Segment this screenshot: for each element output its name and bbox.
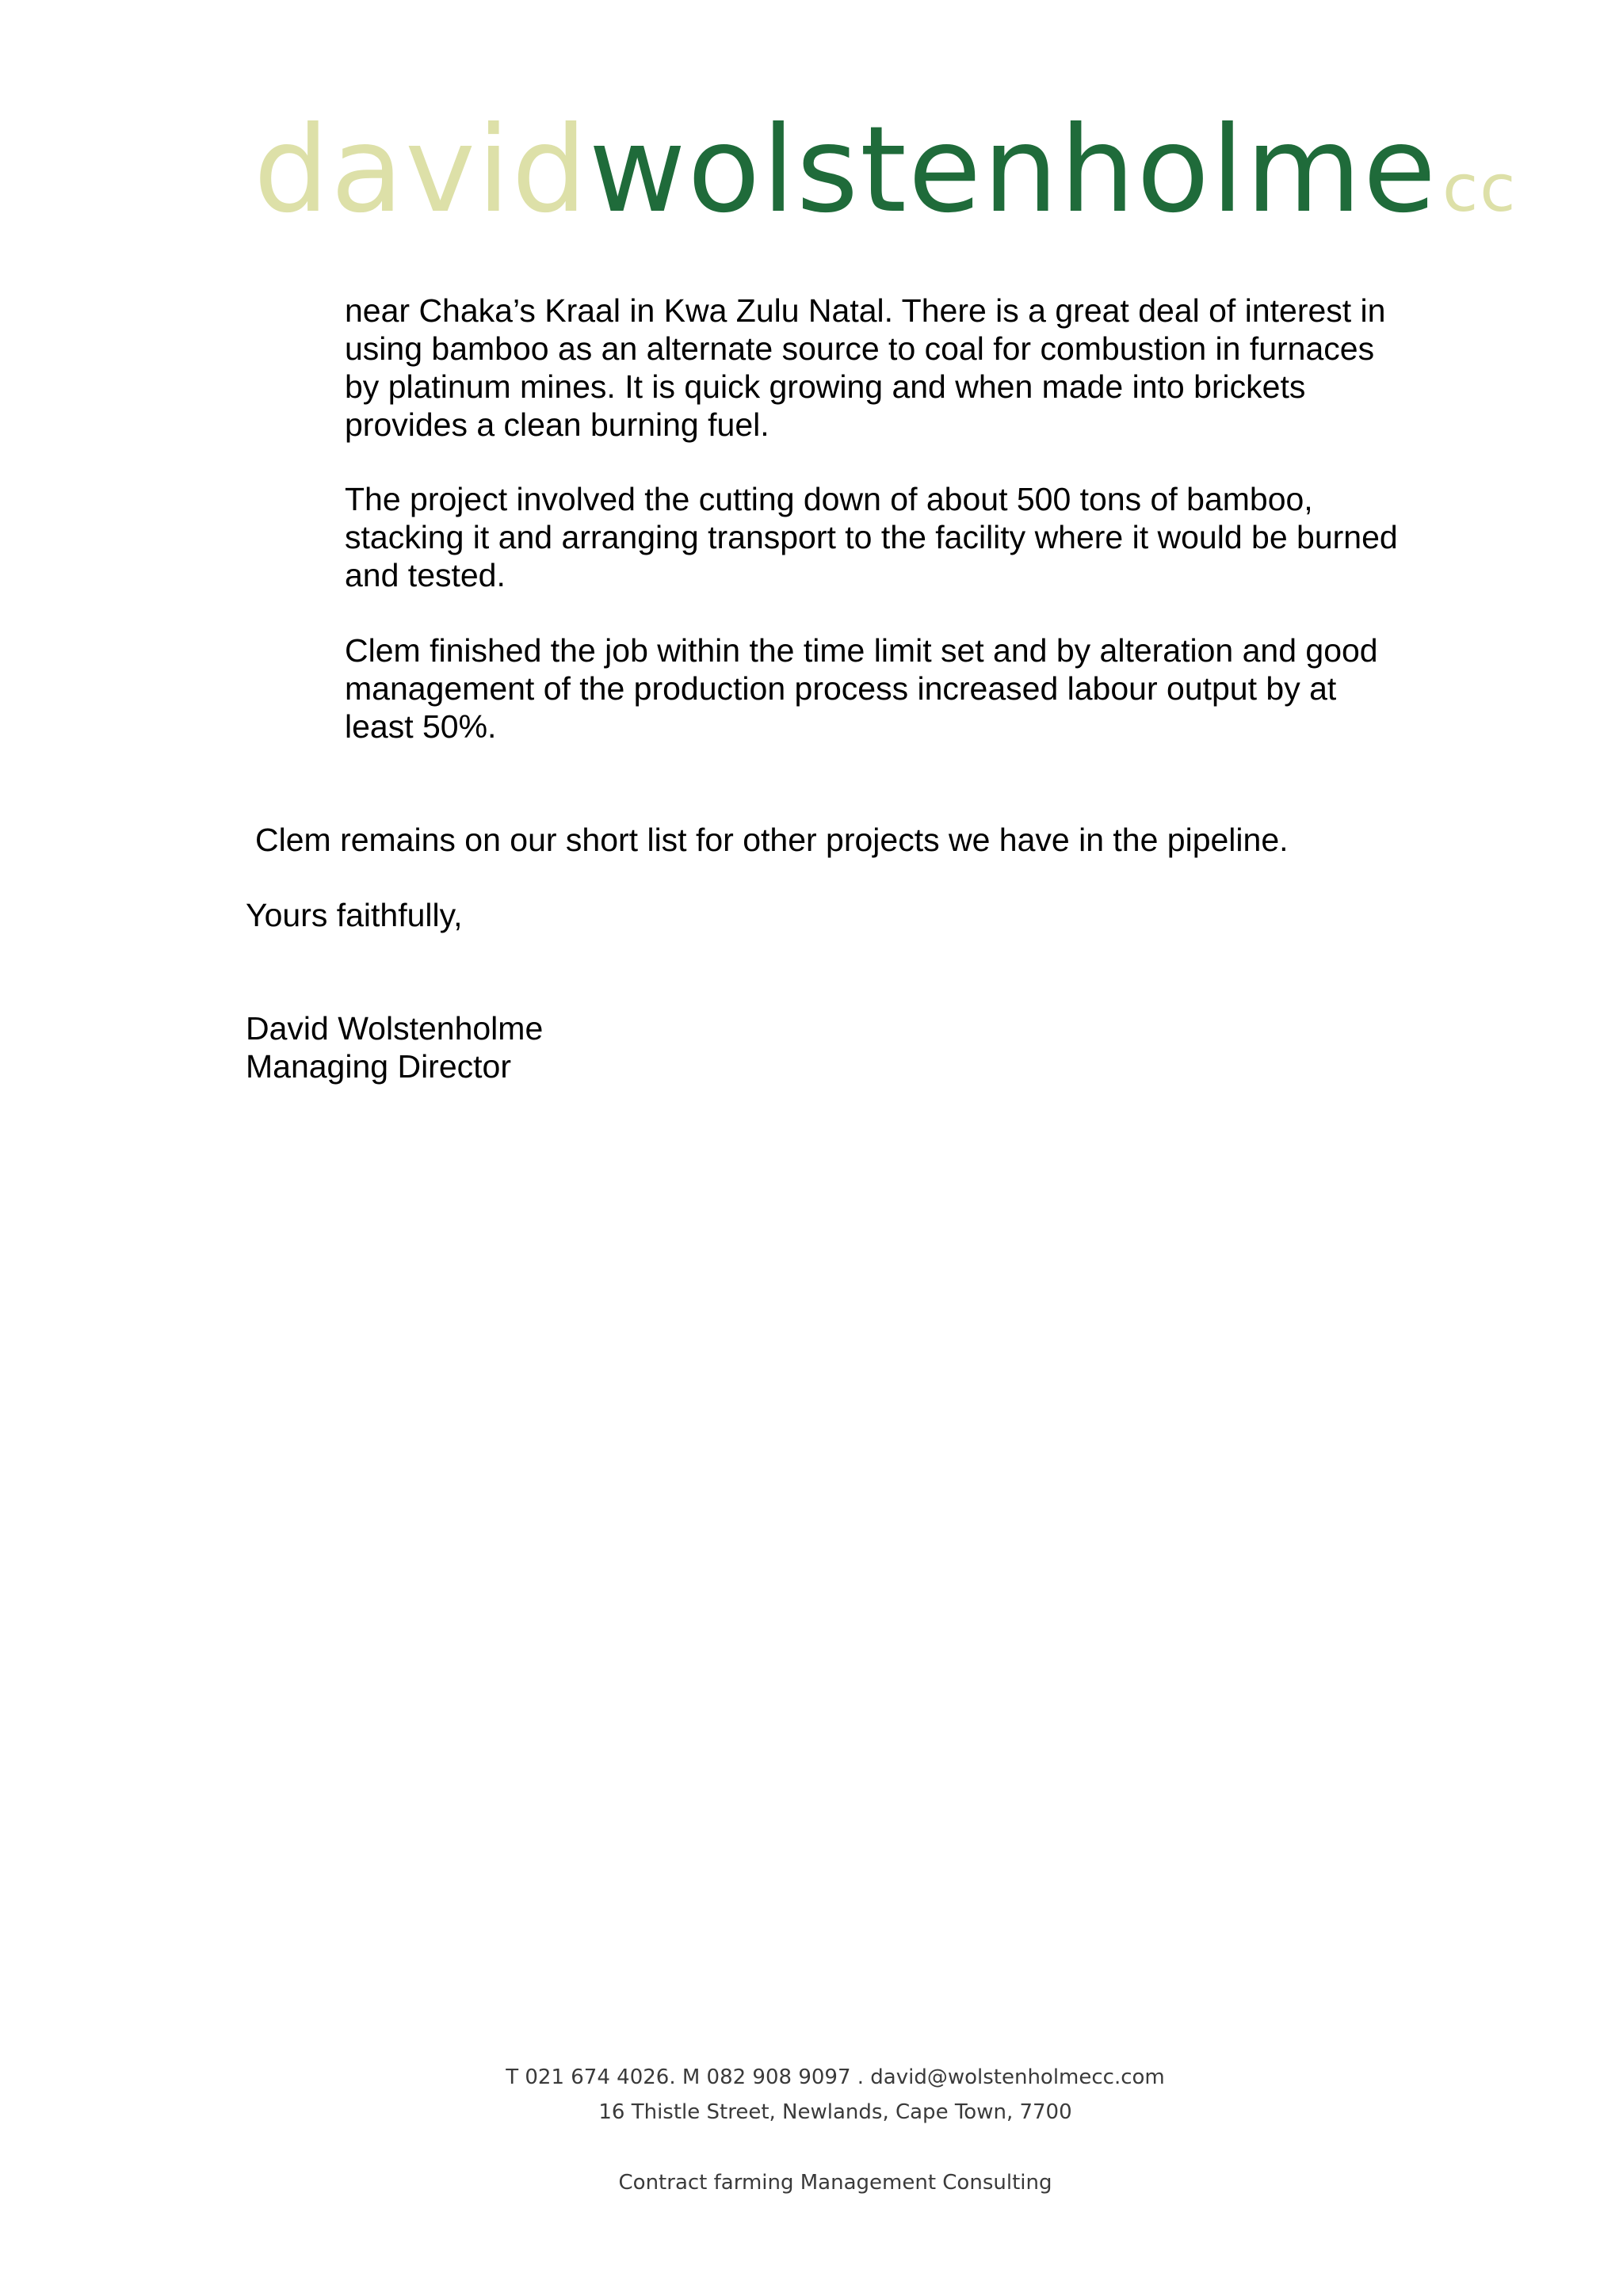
body-paragraph-1: near Chaka’s Kraal in Kwa Zulu Natal. There is a great deal of interest in using bamboo as an alternate source to coal for combustion in furnaces by platinum mines. It is quick growing and when made into brickets provides a clean burning fuel. [345, 292, 1386, 443]
body-paragraph-3: Clem finished the job within the time limit set and by alteration and good management of the production process increased labour output by at least 50%. [345, 632, 1378, 745]
closing-line: Clem remains on our short list for other projects we have in the pipeline. [255, 822, 1289, 858]
signer-title: Managing Director [246, 1048, 511, 1085]
salutation: Yours faithfully, [246, 897, 463, 933]
logo-cc: cc [1442, 151, 1518, 227]
logo-david: david [254, 101, 589, 239]
body-paragraph-2: The project involved the cutting down of about 500 tons of bamboo, stacking it and arranging transport to the facility where it would be burned and tested. [345, 481, 1398, 593]
company-logo [254, 101, 1518, 239]
footer-services: Contract farming Management Consulting [618, 2171, 1052, 2195]
signer-name: David Wolstenholme [246, 1010, 544, 1047]
footer-address: 16 Thistle Street, Newlands, Cape Town, 7700 [598, 2100, 1072, 2124]
footer-contact: T 021 674 4026. M 082 908 9097 . david@wolstenholmecc.com [506, 2065, 1165, 2089]
logo-wolstenholme: wolstenholme [588, 101, 1438, 239]
